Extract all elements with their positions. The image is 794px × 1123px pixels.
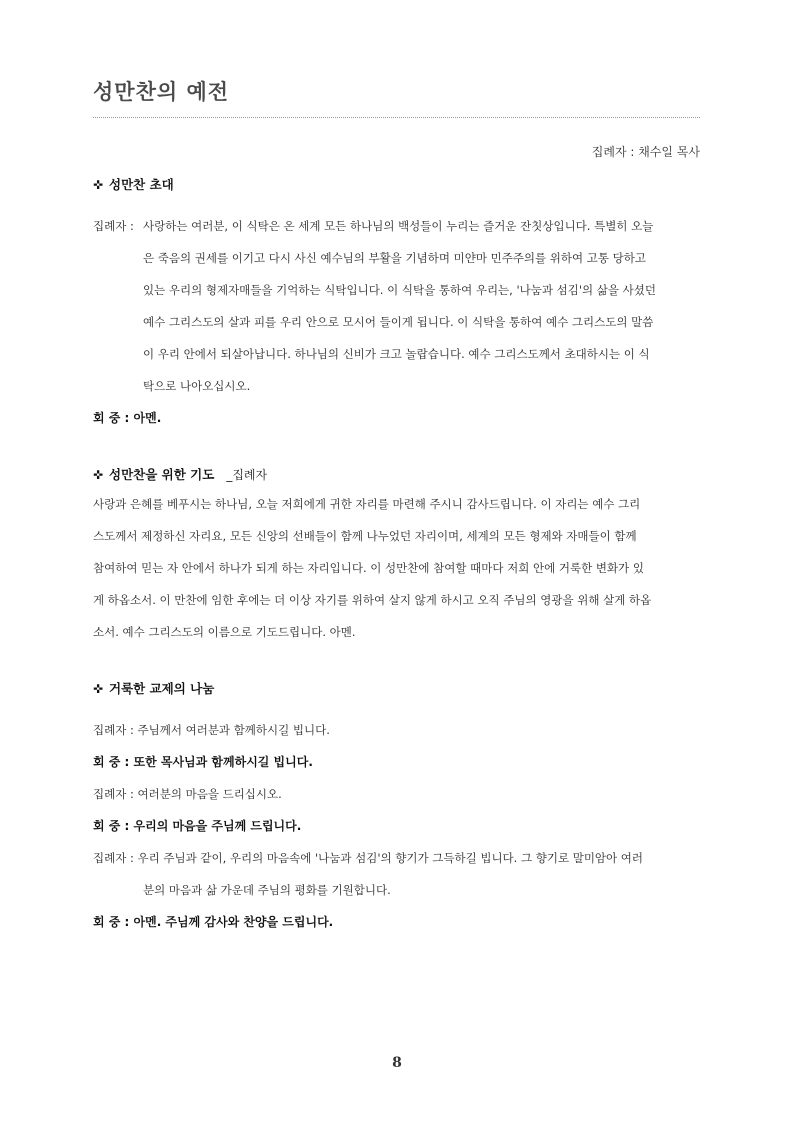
speaker-label: 집례자 : — [93, 219, 134, 233]
page-number: 8 — [392, 1055, 402, 1071]
final-leader-blessing — [93, 842, 700, 906]
text-line: 사랑하는 여러분, 이 식탁은 온 세계 모든 하나님의 백성들이 누리는 즐거운 잔칫상입니다. 특별히 오늘 — [143, 219, 654, 233]
text-line: 게 하옵소서. 이 만찬에 임한 후에는 더 이상 자기를 위하여 살지 않게 하시고 오직 주님의 영광을 위해 살게 하옵 — [93, 593, 652, 607]
cross-bullet-icon: ✜ — [93, 178, 104, 192]
text-line: 은 죽음의 권세를 이기고 다시 사신 예수님의 부활을 기념하며 미얀마 민주주의를 위하여 고통 당하고 — [143, 251, 646, 265]
text-line: 소서. 예수 그리스도의 이름으로 기도드립니다. 아멘. — [93, 625, 356, 639]
page-title: 성만찬의 예전 — [93, 80, 230, 104]
text-line: 있는 우리의 형제자매들을 기억하는 식탁입니다. 이 식탁을 통하여 우리는, '나눔과 섬김'의 삶을 사셨던 — [143, 283, 656, 297]
congregation-response: 회 중 : 아멘. 주님께 감사와 찬양을 드립니다. — [93, 915, 334, 929]
congregation-response: 회 중 : 아멘. — [93, 411, 162, 425]
cross-bullet-icon: ✜ — [93, 682, 104, 696]
text-line: 분의 마음과 삶 가운데 주님의 평화를 기원합니다. — [143, 883, 391, 897]
text-line: 탁으로 나아오십시오. — [143, 379, 251, 393]
compiler-credit: 집례자 : 채수일 목사 — [591, 145, 700, 159]
leader-line: 집례자 : 주님께서 여러분과 함께하시길 빕니다. — [93, 723, 330, 737]
fellowship-exchanges — [93, 714, 700, 842]
section-heading-sub: _집례자 — [226, 468, 268, 482]
text-line: 이 우리 안에서 되살아납니다. 하나님의 신비가 크고 놀랍습니다. 예수 그리스도께서 초대하시는 이 식 — [143, 347, 650, 361]
section-heading-invitation — [93, 172, 700, 198]
prayer-text — [93, 488, 700, 648]
text-line: 예수 그리스도의 살과 피를 우리 안으로 모시어 들이게 됩니다. 이 식탁을 통하여 예수 그리스도의 말씀 — [143, 315, 654, 329]
text-line: 집례자 : 우리 주님과 같이, 우리의 마음속에 '나눔과 섬김'의 향기가 그득하길 빕니다. 그 향기로 말미암아 여러 — [93, 851, 644, 865]
section-heading-text: 성만찬을 위한 기도 — [109, 467, 215, 482]
dotted-divider — [93, 117, 700, 118]
congregation-response: 회 중 : 또한 목사님과 함께하시길 빕니다. — [93, 755, 313, 769]
section-heading-fellowship — [93, 676, 700, 702]
leader-line: 집례자 : 여러분의 마음을 드리십시오. — [93, 787, 282, 801]
leader-invitation — [93, 210, 700, 402]
liturgy-content — [93, 172, 700, 938]
section-heading-prayer — [93, 462, 700, 488]
congregation-response: 회 중 : 우리의 마음을 주님께 드립니다. — [93, 819, 302, 833]
cross-bullet-icon: ✜ — [93, 468, 104, 482]
text-line: 참여하여 믿는 자 안에서 하나가 되게 하는 자리입니다. 이 성만찬에 참여할 때마다 저희 안에 거룩한 변화가 있 — [93, 561, 644, 575]
section-heading-text: 성만찬 초대 — [109, 177, 174, 192]
invitation-text — [143, 210, 700, 402]
text-line: 사랑과 은혜를 베푸시는 하나님, 오늘 저희에게 귀한 자리를 마련해 주시니 감사드립니다. 이 자리는 예수 그리 — [93, 497, 641, 511]
text-line: 스도께서 제정하신 자리요, 모든 신앙의 선배들이 함께 나누었던 자리이며, 세계의 모든 형제와 자매들이 함께 — [93, 529, 637, 543]
section-heading-text: 거룩한 교제의 나눔 — [109, 681, 215, 696]
